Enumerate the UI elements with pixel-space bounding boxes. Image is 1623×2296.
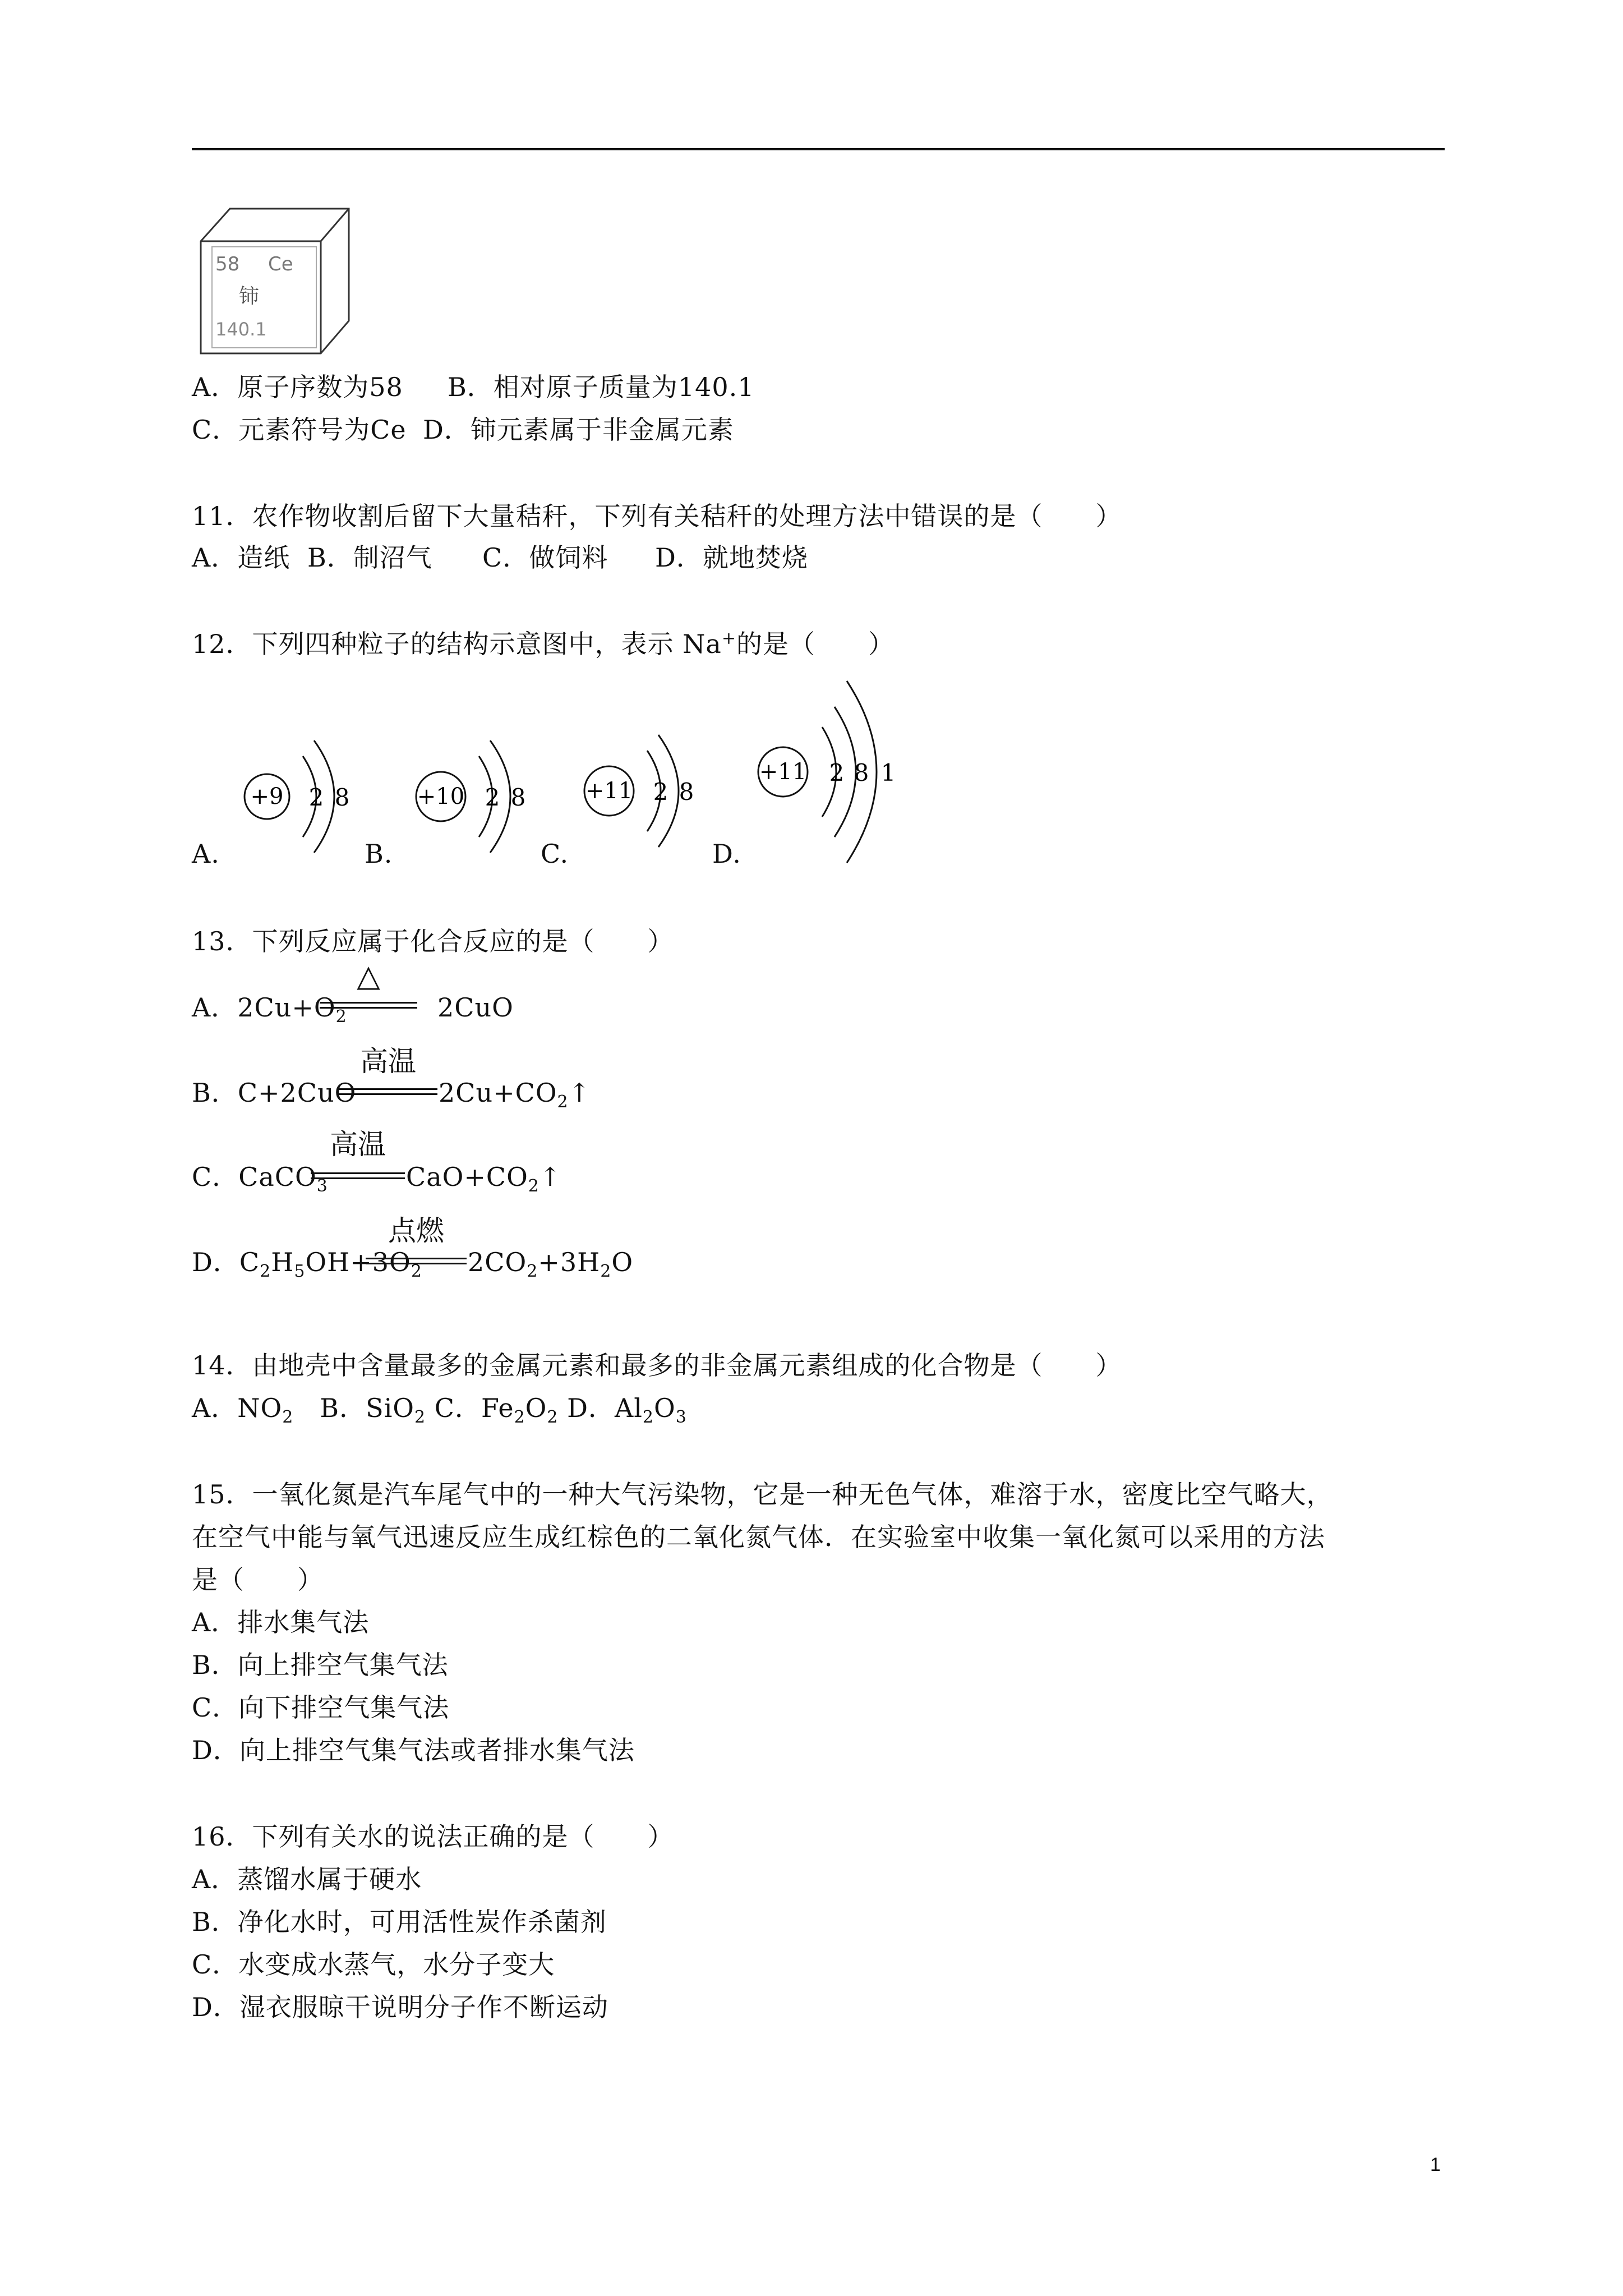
q16-option-c: C．水变成水蒸气，水分子变大 — [192, 1949, 555, 1980]
q13-option-d-product: $2CO_2+3H_2O$ — [468, 1247, 634, 1282]
atom-diagram-d — [751, 668, 914, 869]
header-rule — [192, 148, 1445, 150]
q13-option-d: D．$C_2H_5OH+3O_2$ — [192, 1247, 422, 1282]
q14-options: A．$NO_2$ B．SiO$_2$ C．$Fe_2O_2$ D．$Al_2O_3$ — [192, 1393, 687, 1428]
q15-stem-line2: 在空气中能与氧气迅速反应生成红棕色的二氧化氮气体．在实验室中收集一氧化氮可以采用的方法 — [192, 1522, 1325, 1552]
equals-sign — [320, 1002, 417, 1009]
reaction-condition-heat: △ — [357, 958, 380, 993]
q15-option-c: C．向下排空气集气法 — [192, 1692, 450, 1723]
q16-stem: 16．下列有关水的说法正确的是（ ） — [192, 1821, 674, 1852]
q12-stem: 12．下列四种粒子的结构示意图中，表示 Na+的是（ ） — [192, 628, 895, 659]
q11-option-b: B．制沼气 — [307, 542, 432, 573]
element-number: 58 — [215, 253, 240, 275]
q15-stem-line3: 是（ ） — [192, 1565, 324, 1595]
q14-stem: 14．由地壳中含量最多的金属元素和最多的非金属元素组成的化合物是（ ） — [192, 1350, 1122, 1381]
q16-option-b: B．净化水时，可用活性炭作杀菌剂 — [192, 1907, 607, 1937]
q13-option-c: C．CaCO$_3$ — [192, 1162, 328, 1197]
q13-option-a-product: 2CuO — [437, 992, 514, 1023]
reaction-condition-ignite: 点燃 — [388, 1214, 444, 1247]
q10-option-c: C．元素符号为Ce — [192, 415, 407, 445]
q11-option-a: A．造纸 — [192, 542, 291, 573]
q13-option-a: A．$2Cu+O_2$ — [192, 992, 347, 1027]
q13-option-c-product: $CaO+CO_2↑$ — [406, 1162, 562, 1197]
shell-electrons: 2 — [829, 759, 845, 786]
q12-label-a: A. — [192, 839, 220, 869]
shell-electrons: 8 — [679, 778, 694, 806]
q13-option-b: B．C+2CuO — [192, 1078, 357, 1108]
q15-option-d: D．向上排空气集气法或者排水集气法 — [192, 1735, 635, 1765]
q16-option-a: A．蒸馏水属于硬水 — [192, 1864, 422, 1894]
atom-diagram-a — [236, 712, 370, 869]
q15-option-b: B．向上排空气集气法 — [192, 1650, 449, 1680]
q13-stem: 13．下列反应属于化合反应的是（ ） — [192, 926, 674, 956]
q13-option-b-product: $2Cu+CO_2↑$ — [439, 1078, 591, 1112]
q12-label-d: D. — [712, 839, 741, 869]
element-symbol: Ce — [268, 253, 293, 275]
q15-option-a: A．排水集气法 — [192, 1607, 370, 1637]
q10-option-b: B．相对原子质量为140.1 — [448, 372, 755, 402]
element-mass: 140.1 — [215, 319, 267, 340]
q16-option-d: D．湿衣服晾干说明分子作不断运动 — [192, 1992, 608, 2022]
shell-electrons: 2 — [308, 784, 324, 811]
page-number: 1 — [1430, 2154, 1441, 2175]
shell-electrons: 8 — [510, 784, 526, 811]
nucleus-label: +10 — [417, 784, 465, 809]
shell-electrons: 8 — [334, 784, 350, 811]
reaction-condition-high-temp: 高温 — [330, 1128, 386, 1161]
q11-option-d: D．就地焚烧 — [655, 542, 808, 573]
shell-electrons: 2 — [653, 778, 668, 806]
nucleus-label: +9 — [250, 784, 284, 809]
element-tile-figure — [196, 202, 353, 359]
q11-option-c: C．做饲料 — [482, 542, 608, 573]
q10-option-d: D．铈元素属于非金属元素 — [423, 415, 734, 445]
reaction-condition-high-temp: 高温 — [360, 1045, 416, 1078]
q15-stem-line1: 15．一氧化氮是汽车尾气中的一种大气污染物，它是一种无色气体，难溶于水，密度比空气略大， — [192, 1479, 1333, 1510]
q11-stem: 11．农作物收割后留下大量秸秆，下列有关秸秆的处理方法中错误的是（ ） — [192, 501, 1122, 531]
q10-option-a: A．原子序数为58 — [192, 372, 403, 402]
element-name: 铈 — [239, 285, 260, 308]
shell-electrons: 8 — [854, 759, 869, 786]
q12-label-c: C. — [541, 839, 569, 869]
nucleus-label: +11 — [585, 778, 633, 804]
nucleus-label: +11 — [759, 759, 807, 785]
shell-electrons: 2 — [485, 784, 500, 811]
equals-sign — [366, 1258, 467, 1264]
equals-sign — [339, 1088, 437, 1095]
equals-sign — [311, 1172, 405, 1179]
q12-label-b: B. — [365, 839, 393, 869]
atom-diagram-c — [578, 707, 712, 864]
shell-electrons: 1 — [880, 759, 896, 786]
atom-diagram-b — [409, 712, 544, 869]
